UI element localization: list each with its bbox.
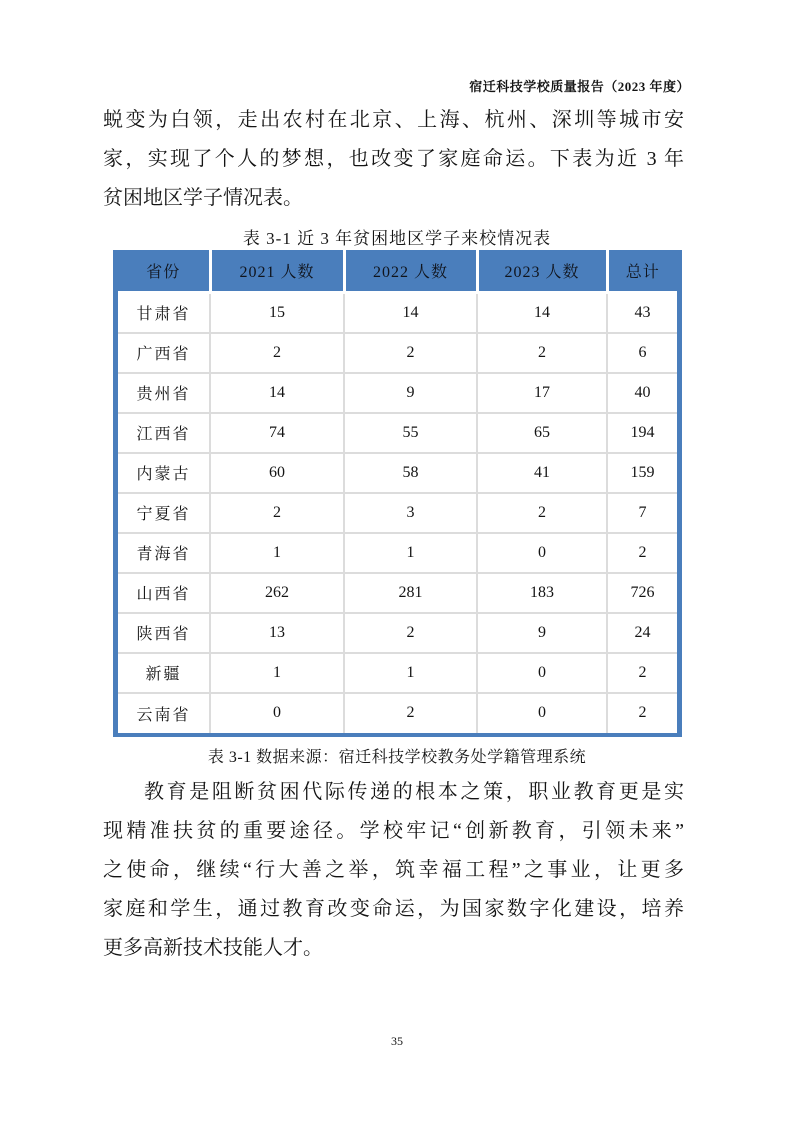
count-cell: 281 — [344, 573, 477, 613]
count-cell: 74 — [210, 413, 344, 453]
table-body — [118, 293, 677, 733]
count-cell: 1 — [210, 533, 344, 573]
count-cell: 9 — [344, 373, 477, 413]
paragraph-1 — [103, 101, 684, 218]
count-cell: 2 — [344, 693, 477, 733]
count-cell: 726 — [607, 573, 677, 613]
count-cell: 14 — [477, 293, 607, 333]
count-cell: 0 — [477, 653, 607, 693]
count-cell: 14 — [210, 373, 344, 413]
count-cell: 183 — [477, 573, 607, 613]
count-cell: 2 — [210, 493, 344, 533]
text-line: 贫困地区学子情况表。 — [103, 187, 303, 209]
count-cell: 55 — [344, 413, 477, 453]
count-cell: 13 — [210, 613, 344, 653]
document-header-title: 宿迁科技学校质量报告（2023 年度） — [469, 79, 690, 94]
count-cell: 2 — [607, 653, 677, 693]
province-cell: 陕西省 — [118, 613, 210, 653]
count-cell: 2 — [344, 333, 477, 373]
count-cell: 43 — [607, 293, 677, 333]
text-line: 蜕变为白领，走出农村在北京、上海、杭州、深圳等城市安 — [103, 109, 684, 131]
text-line: 现精准扶贫的重要途径。学校牢记“创新教育，引领未来” — [103, 820, 684, 842]
count-cell: 3 — [344, 493, 477, 533]
count-cell: 2 — [477, 493, 607, 533]
text-line: 家，实现了个人的梦想，也改变了家庭命运。下表为近 3 年 — [103, 148, 684, 170]
column-header-province: 省份 — [118, 250, 210, 293]
province-cell: 贵州省 — [118, 373, 210, 413]
page-number: 35 — [391, 1034, 403, 1048]
text-line: 之使命，继续“行大善之举，筑幸福工程”之事业，让更多 — [103, 859, 684, 881]
province-cell: 青海省 — [118, 533, 210, 573]
count-cell: 6 — [607, 333, 677, 373]
count-cell: 15 — [210, 293, 344, 333]
text-line: 教育是阻断贫困代际传递的根本之策，职业教育更是实 — [144, 781, 684, 803]
province-cell: 山西省 — [118, 573, 210, 613]
count-cell: 2 — [607, 533, 677, 573]
count-cell: 2 — [607, 693, 677, 733]
column-header-2021: 2021 人数 — [210, 250, 344, 293]
count-cell: 194 — [607, 413, 677, 453]
count-cell: 0 — [210, 693, 344, 733]
count-cell: 41 — [477, 453, 607, 493]
count-cell: 2 — [210, 333, 344, 373]
table-row — [118, 613, 677, 653]
count-cell: 14 — [344, 293, 477, 333]
count-cell: 2 — [477, 333, 607, 373]
table-row — [118, 493, 677, 533]
count-cell: 9 — [477, 613, 607, 653]
province-cell: 甘肃省 — [118, 293, 210, 333]
count-cell: 40 — [607, 373, 677, 413]
table-row — [118, 373, 677, 413]
count-cell: 0 — [477, 693, 607, 733]
text-line: 更多高新技术技能人才。 — [103, 937, 323, 959]
count-cell: 262 — [210, 573, 344, 613]
count-cell: 24 — [607, 613, 677, 653]
province-cell: 宁夏省 — [118, 493, 210, 533]
province-cell: 江西省 — [118, 413, 210, 453]
province-cell: 广西省 — [118, 333, 210, 373]
count-cell: 1 — [210, 653, 344, 693]
paragraph-2 — [103, 773, 684, 968]
count-cell: 0 — [477, 533, 607, 573]
province-cell: 云南省 — [118, 693, 210, 733]
count-cell: 60 — [210, 453, 344, 493]
column-header-2023: 2023 人数 — [477, 250, 607, 293]
count-cell: 2 — [344, 613, 477, 653]
table-header-row — [118, 250, 677, 293]
table-row — [118, 533, 677, 573]
count-cell: 159 — [607, 453, 677, 493]
table-row — [118, 333, 677, 373]
count-cell: 65 — [477, 413, 607, 453]
count-cell: 1 — [344, 653, 477, 693]
table-row — [118, 653, 677, 693]
province-cell: 内蒙古 — [118, 453, 210, 493]
table-caption: 表 3-1 数据来源：宿迁科技学校教务处学籍管理系统 — [207, 749, 587, 766]
count-cell: 17 — [477, 373, 607, 413]
table-row — [118, 453, 677, 493]
table-row — [118, 573, 677, 613]
count-cell: 1 — [344, 533, 477, 573]
count-cell: 7 — [607, 493, 677, 533]
province-cell: 新疆 — [118, 653, 210, 693]
column-header-total: 总计 — [607, 250, 677, 293]
province-data-table — [113, 250, 682, 737]
column-header-2022: 2022 人数 — [344, 250, 477, 293]
table-row — [118, 413, 677, 453]
text-line: 家庭和学生，通过教育改变命运，为国家数字化建设，培养 — [103, 898, 684, 920]
table-title: 表 3-1 近 3 年贫困地区学子来校情况表 — [242, 229, 552, 248]
count-cell: 58 — [344, 453, 477, 493]
table-row — [118, 293, 677, 333]
table-row — [118, 693, 677, 733]
